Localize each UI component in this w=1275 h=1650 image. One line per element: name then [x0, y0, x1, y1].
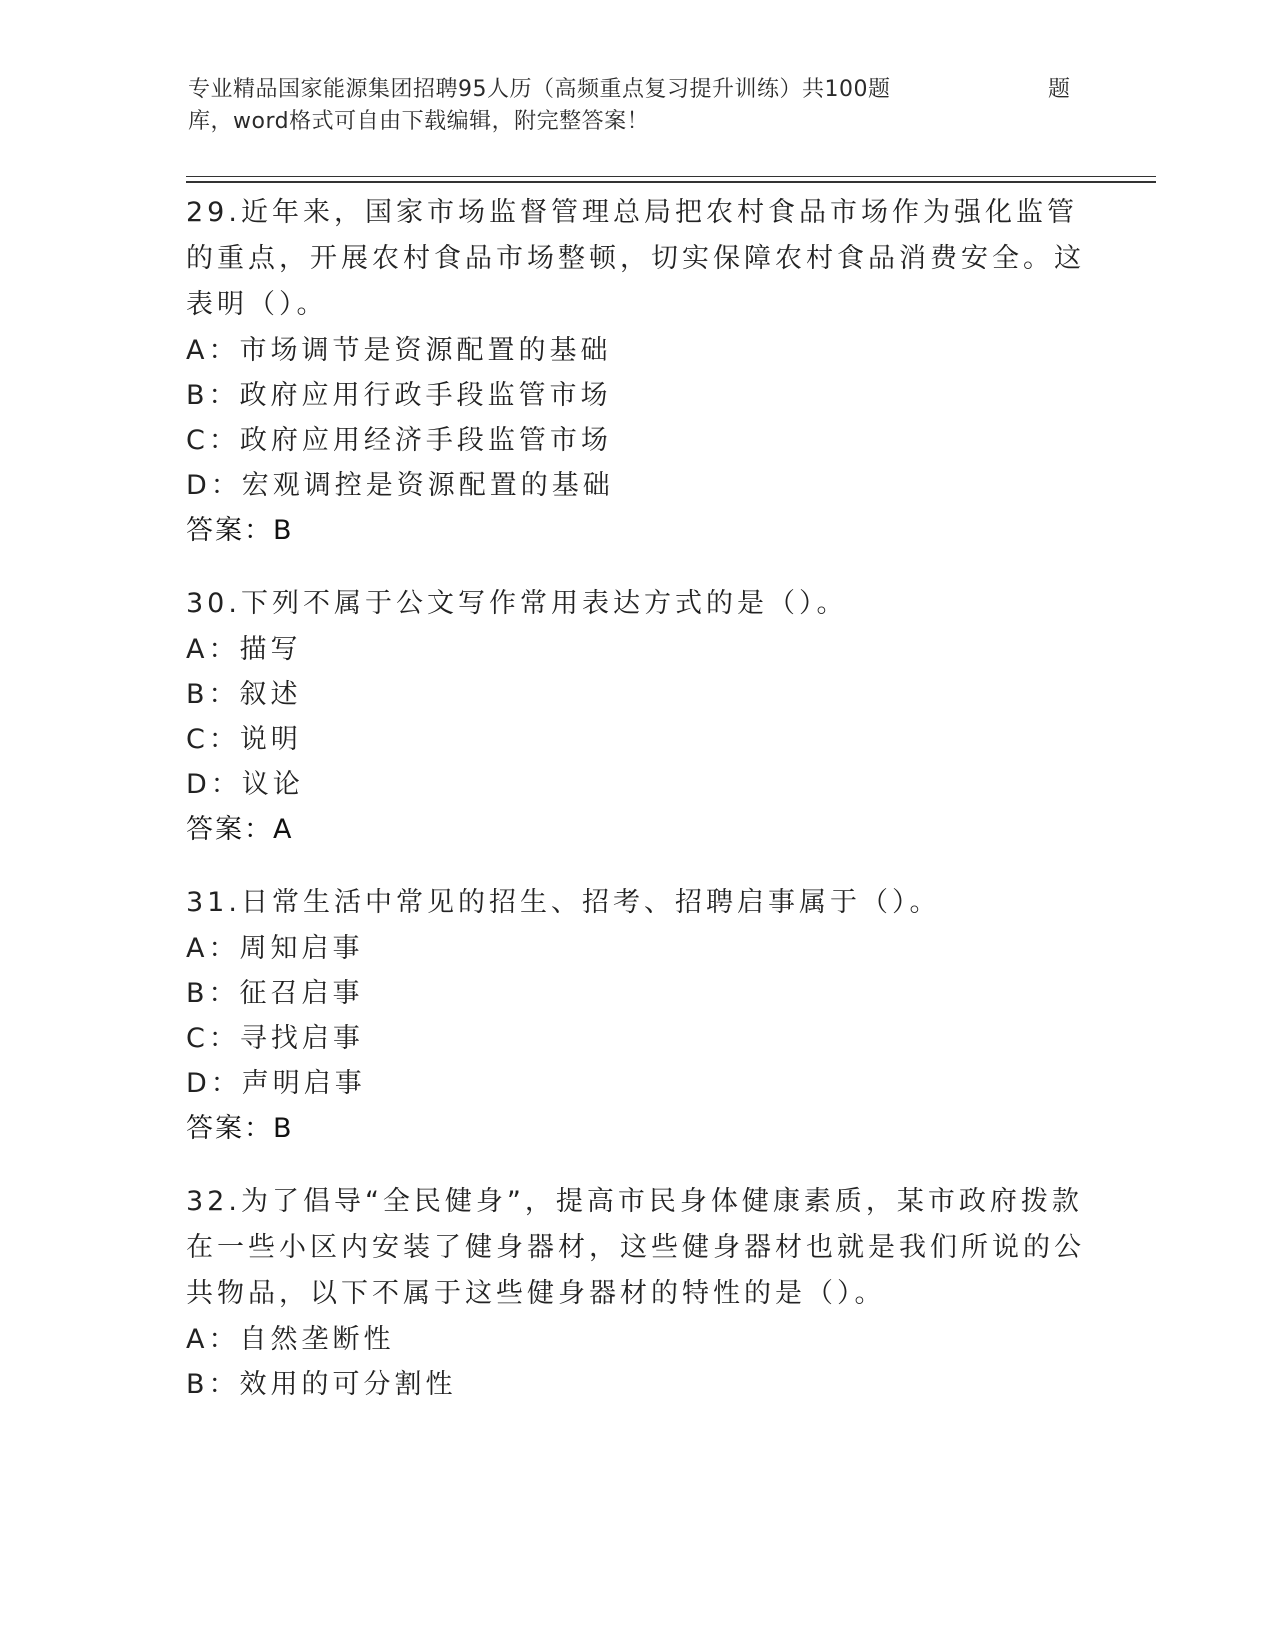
- question-32: [186, 1179, 1086, 1407]
- answer-line: 答案：B: [186, 515, 294, 546]
- header-line-2: 库，word格式可自由下载编辑，附完整答案！: [188, 109, 650, 134]
- option-b: B：政府应用行政手段监管市场: [186, 380, 612, 411]
- option-d: D：议论: [186, 769, 304, 800]
- option-c: C：政府应用经济手段监管市场: [186, 425, 612, 456]
- option-b: B：效用的可分割性: [186, 1369, 457, 1400]
- header-suffix: 题: [1048, 77, 1071, 102]
- question-text: 29.近年来，国家市场监督管理总局把农村食品市场作为强化监管的重点，开展农村食品市场整顿，切实保障农村食品消费安全。这表明（）。: [186, 197, 1085, 320]
- question-list: [186, 190, 1086, 1435]
- question-29: [186, 190, 1086, 553]
- option-b: B：叙述: [186, 679, 302, 710]
- option-a: A：自然垄断性: [186, 1324, 395, 1355]
- answer-line: 答案：A: [186, 814, 294, 845]
- option-c: C：寻找启事: [186, 1023, 364, 1054]
- question-text: 32.为了倡导“全民健身”，提高市民身体健康素质，某市政府拨款在一些小区内安装了健身器材，这些健身器材也就是我们所说的公共物品，以下不属于这些健身器材的特性的是（）。: [186, 1186, 1085, 1309]
- question-text: 31.日常生活中常见的招生、招考、招聘启事属于（）。: [186, 887, 941, 918]
- question-text: 30.下列不属于公文写作常用表达方式的是（）。: [186, 588, 848, 619]
- option-b: B：征召启事: [186, 978, 364, 1009]
- option-a: A：市场调节是资源配置的基础: [186, 335, 612, 366]
- question-31: [186, 880, 1086, 1151]
- header-divider-thick: [186, 181, 1156, 183]
- option-a: A：描写: [186, 634, 302, 665]
- option-d: D：声明启事: [186, 1068, 366, 1099]
- option-d: D：宏观调控是资源配置的基础: [186, 470, 614, 501]
- answer-line: 答案：B: [186, 1113, 294, 1144]
- option-a: A：周知启事: [186, 933, 364, 964]
- question-30: [186, 581, 1086, 852]
- header-line-1: 专业精品国家能源集团招聘95人历（高频重点复习提升训练）共100题: [188, 77, 891, 102]
- header-divider-thin: [186, 176, 1156, 177]
- page-header: [188, 74, 1088, 138]
- option-c: C：说明: [186, 724, 302, 755]
